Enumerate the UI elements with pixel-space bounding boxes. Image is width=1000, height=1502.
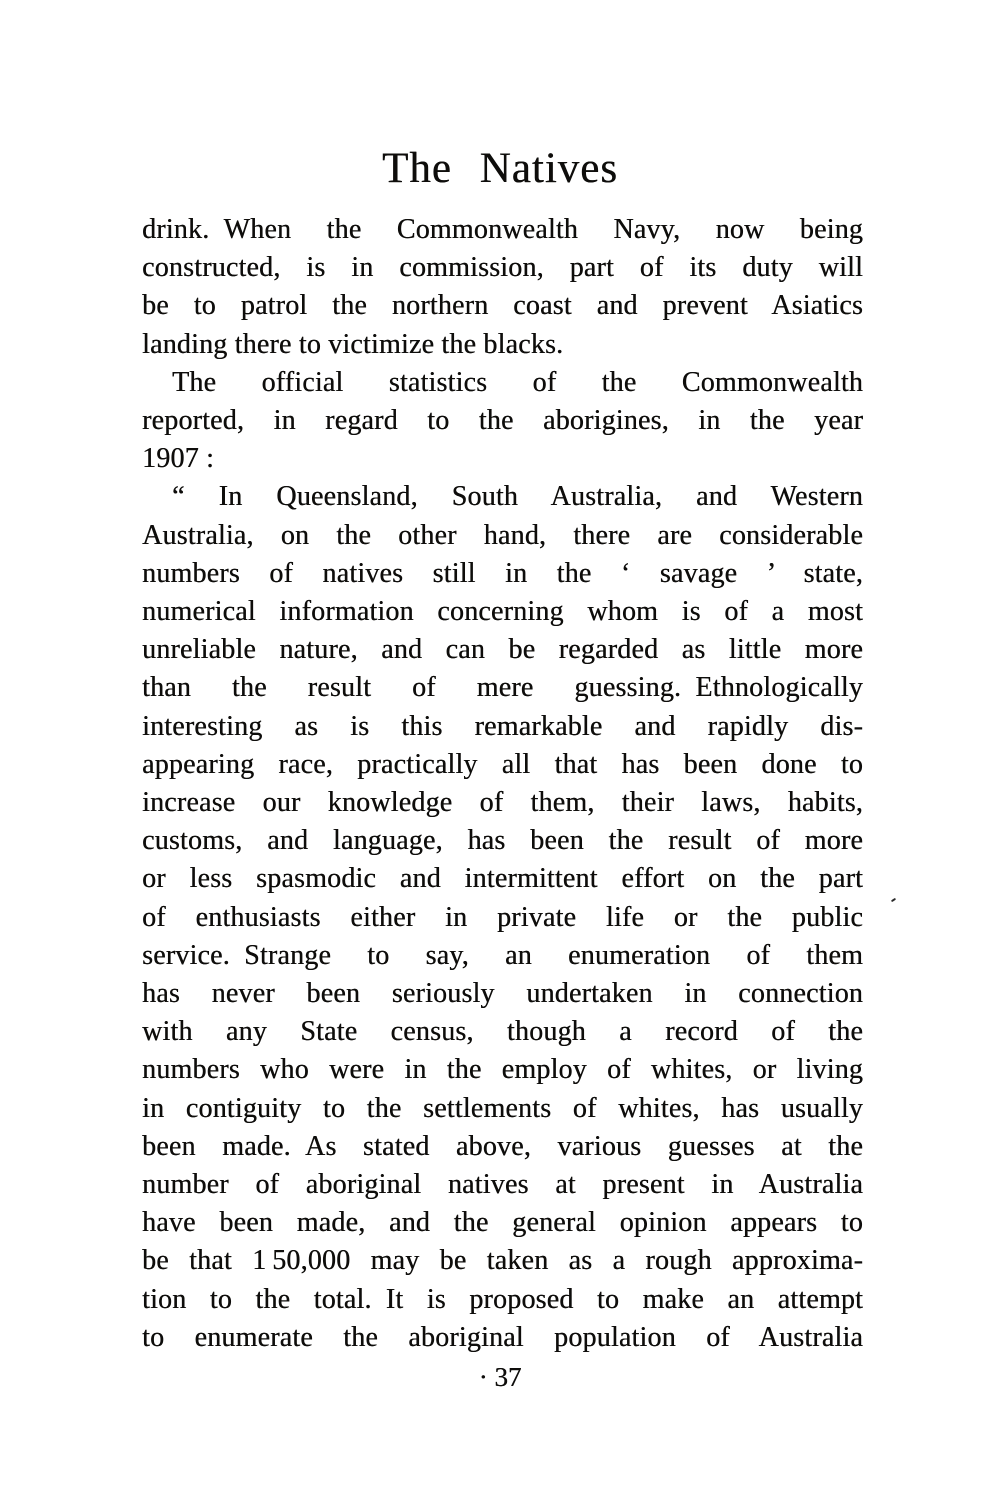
text-line: be that 1 50,000 may be taken as a rough approxima- bbox=[142, 1245, 863, 1277]
text-line: customs, and language, has been the result of more bbox=[142, 825, 863, 857]
text-line: be to patrol the northern coast and prevent Asiatics bbox=[142, 290, 863, 322]
text-line: has never been seriously undertaken in connection bbox=[142, 978, 863, 1010]
text-line: “ In Queensland, South Australia, and Western bbox=[172, 481, 863, 513]
text-line: interesting as is this remarkable and rapidly dis- bbox=[142, 710, 863, 742]
text-line: Australia, on the other hand, there are considerable bbox=[142, 519, 863, 551]
text-line: numbers of natives still in the ‘ savage ’ state, bbox=[142, 557, 863, 589]
text-line: The official statistics of the Commonwealth bbox=[172, 366, 863, 398]
text-line: increase our knowledge of them, their laws, habits, bbox=[142, 787, 863, 819]
text-line: tion to the total. It is proposed to make an attempt bbox=[142, 1283, 863, 1315]
text-line: service. Strange to say, an enumeration of them bbox=[142, 939, 863, 971]
text-line: reported, in regard to the aborigines, in the year bbox=[142, 405, 863, 437]
page-title: The Natives bbox=[382, 145, 618, 192]
body-text bbox=[142, 211, 863, 1357]
text-line: been made. As stated above, various guesses at the bbox=[142, 1130, 863, 1162]
text-line: with any State census, though a record of the bbox=[142, 1016, 863, 1048]
text-line: unreliable nature, and can be regarded as little more bbox=[142, 634, 863, 666]
text-line: numbers who were in the employ of whites, or living bbox=[142, 1054, 863, 1086]
text-line: number of aboriginal natives at present in Australia bbox=[142, 1169, 863, 1201]
text-line: in contiguity to the settlements of whites, has usually bbox=[142, 1092, 863, 1124]
ink-speck bbox=[891, 898, 896, 903]
text-line: appearing race, practically all that has been done to bbox=[142, 748, 863, 780]
text-line: constructed, is in commission, part of its duty will bbox=[142, 252, 863, 284]
text-line: than the result of mere guessing. Ethnologically bbox=[142, 672, 863, 704]
text-line: numerical information concerning whom is of a most bbox=[142, 596, 863, 628]
page-number: · 37 bbox=[478, 1362, 522, 1392]
text-line: or less spasmodic and intermittent effort on the part bbox=[142, 863, 863, 895]
text-line: 1907 : bbox=[142, 443, 214, 475]
text-line: drink. When the Commonwealth Navy, now being bbox=[142, 214, 863, 245]
text-line: to enumerate the aboriginal population of Australia bbox=[142, 1321, 863, 1353]
text-line: of enthusiasts either in private life or the public bbox=[142, 901, 863, 933]
text-line: landing there to victimize the blacks. bbox=[142, 328, 564, 360]
text-line: have been made, and the general opinion appears to bbox=[142, 1207, 863, 1239]
